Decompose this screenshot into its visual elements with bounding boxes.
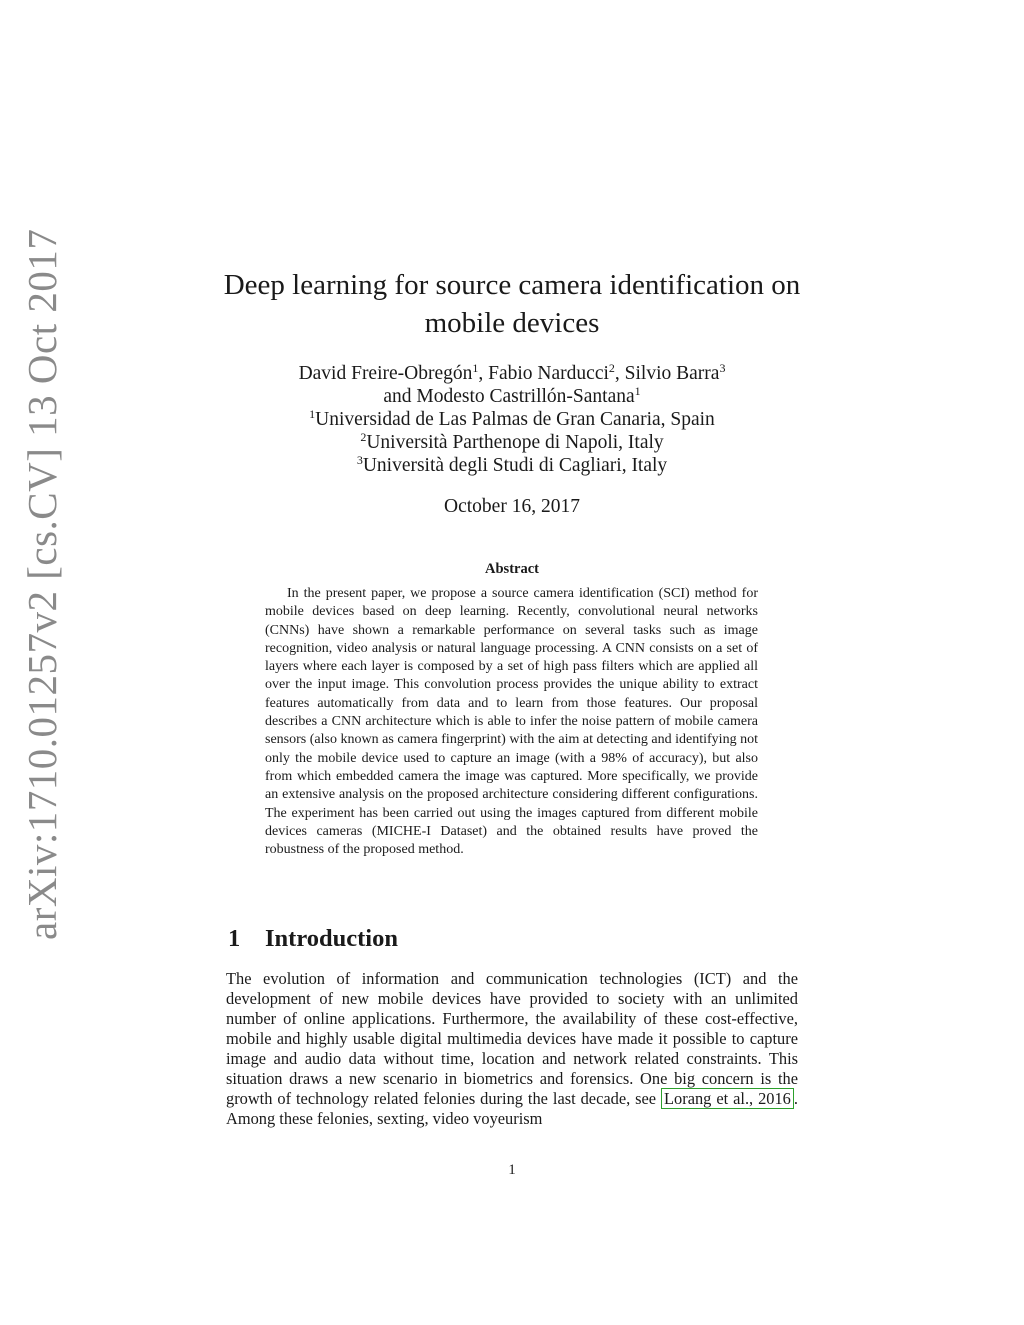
- section-heading-introduction: [228, 924, 398, 954]
- affiliation-name: Universidad de Las Palmas de Gran Canaria, Spain: [315, 409, 715, 430]
- author-line-2: [200, 385, 824, 408]
- affiliation-marker: 1: [634, 384, 641, 398]
- abstract-text: In the present paper, we propose a source camera identification (SCI) method for mobile devices based on deep learning. Recently, convolutional neural networks (CNNs) have shown a remarkable performance on several tasks such as image recognition, video analysis or natural language processing. A CNN consists on a set of layers where each layer is composed by a set of high pass filters which are applied all over the input image. This convolution process provides the unique ability to extract features automatically from data and to learn from those features. Our proposal describes a CNN architecture which is able to infer the noise pattern of mobile camera sensors (also known as camera fingerprint) with the aim at detecting and identifying not only the mobile device used to capture an image (with a 98% of accuracy), but also from which embedded camera the image was captured. More specifically, we provide an extensive analysis on the proposed architecture considering different configurations. The experiment has been carried out using the images captured from different mobile devices cameras (MICHE-I Dataset) and the obtained results have proved the robustness of the proposed method.: [265, 586, 758, 858]
- section-number: 1: [228, 925, 241, 952]
- author-name: , Silvio Barra: [614, 363, 720, 384]
- affiliation-marker: 3: [719, 361, 726, 375]
- affiliation-name: Università degli Studi di Cagliari, Italy: [362, 455, 668, 476]
- section-title: Introduction: [265, 925, 398, 952]
- introduction-text-continued: . Among these felonies, sexting, video voyeurism: [226, 1089, 798, 1128]
- author-line-1: [200, 362, 824, 385]
- introduction-paragraph: [226, 969, 798, 1129]
- arxiv-identifier-text: arXiv:1710.01257v2 [cs.CV] 13 Oct 2017: [19, 228, 65, 940]
- introduction-text: The evolution of information and communication technologies (ICT) and the development of new mobile devices have provided to society with an unlimited number of online applications. Furthermore, the availability of these cost-effective, mobile and highly usable digital multimedia devices have made it possible to capture image and audio data without time, location and network related constraints. This situation draws a new scenario in biometrics and forensics. One big concern is the growth of technology related felonies during the last decade, see: [226, 969, 798, 1108]
- paper-title-line-1: Deep learning for source camera identification on: [223, 269, 801, 301]
- abstract-heading: Abstract: [485, 561, 539, 577]
- affiliation-marker: 1: [309, 407, 316, 421]
- affiliation-2: [200, 431, 824, 454]
- author-name: David Freire-Obregón: [298, 363, 473, 384]
- affiliation-marker: 3: [356, 453, 363, 467]
- author-name: and Modesto Castrillón-Santana: [383, 386, 635, 407]
- paper-title: [200, 266, 824, 342]
- paper-title-line-2: mobile devices: [424, 307, 600, 339]
- publication-date: October 16, 2017: [444, 496, 580, 517]
- author-name: , Fabio Narducci: [478, 363, 609, 384]
- affiliation-marker: 1: [472, 361, 479, 375]
- affiliation-3: [200, 454, 824, 477]
- author-block: [200, 362, 824, 477]
- citation-link[interactable]: Lorang et al., 2016: [661, 1088, 794, 1109]
- affiliation-marker: 2: [360, 430, 367, 444]
- page-number: 1: [508, 1162, 516, 1178]
- affiliation-marker: 2: [608, 361, 615, 375]
- affiliation-name: Università Parthenope di Napoli, Italy: [366, 432, 664, 453]
- affiliation-1: [200, 408, 824, 431]
